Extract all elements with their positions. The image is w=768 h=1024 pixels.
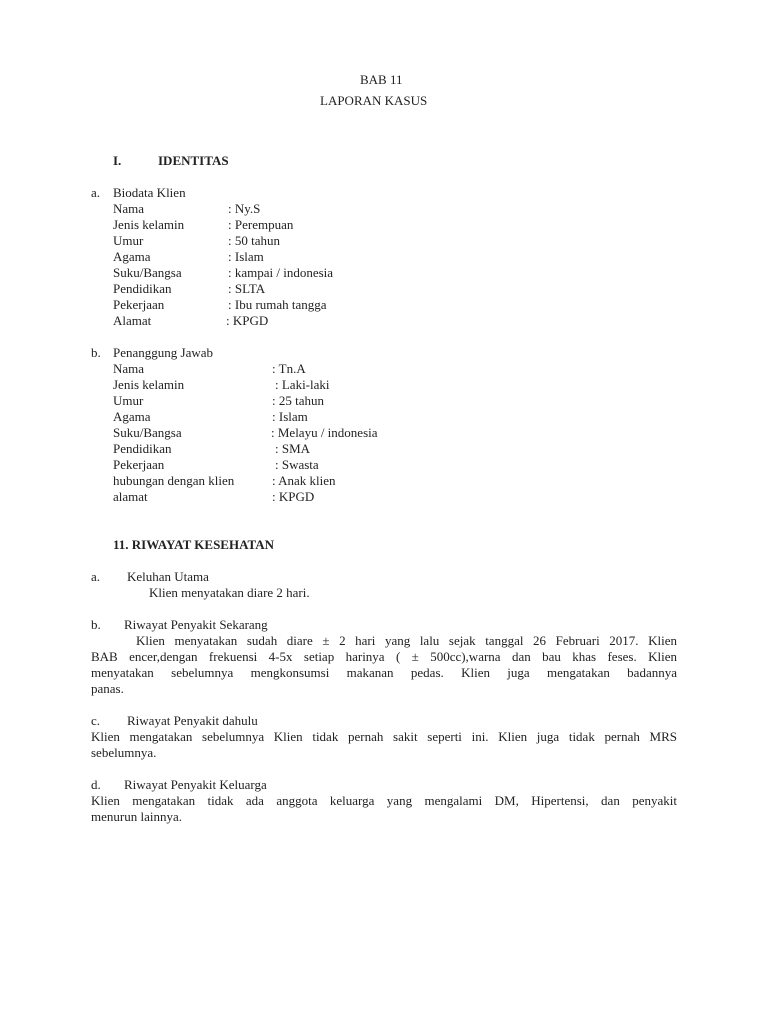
field-value: : Anak klien bbox=[272, 473, 336, 488]
field-value: : Islam bbox=[228, 249, 264, 264]
subsection-title: Biodata Klien bbox=[113, 185, 186, 200]
report-title: LAPORAN KASUS bbox=[320, 93, 428, 108]
field-label: Pekerjaan bbox=[113, 297, 165, 312]
paragraph-line: BAB encer,dengan frekuensi 4-5x setiap harinya ( ± 500cc),warna dan bau khas feses. Klien bbox=[91, 649, 677, 664]
field-label: hubungan dengan klien bbox=[113, 473, 235, 488]
field-label: Pendidikan bbox=[113, 281, 172, 296]
list-marker: b. bbox=[91, 617, 101, 632]
field-value: : SLTA bbox=[228, 281, 266, 296]
paragraph-line: Klien menyatakan diare 2 hari. bbox=[149, 585, 310, 600]
field-label: Umur bbox=[113, 233, 144, 248]
field-label: alamat bbox=[113, 489, 148, 504]
field-label: Agama bbox=[113, 249, 151, 264]
section-title: IDENTITAS bbox=[158, 153, 229, 168]
subsection-title: Riwayat Penyakit Keluarga bbox=[124, 777, 267, 792]
field-value: : SMA bbox=[275, 441, 311, 456]
list-marker: d. bbox=[91, 777, 101, 792]
section-number: I. bbox=[113, 153, 122, 168]
field-value: : Perempuan bbox=[228, 217, 294, 232]
paragraph-line: panas. bbox=[91, 681, 124, 696]
field-value: : Melayu / indonesia bbox=[271, 425, 378, 440]
field-label: Pekerjaan bbox=[113, 457, 165, 472]
field-label: Umur bbox=[113, 393, 144, 408]
field-label: Pendidikan bbox=[113, 441, 172, 456]
field-value: : Ny.S bbox=[228, 201, 261, 216]
field-label: Nama bbox=[113, 201, 145, 216]
list-marker: a. bbox=[91, 185, 101, 200]
field-label: Alamat bbox=[113, 313, 152, 328]
paragraph-line: menyatakan sebelumnya mengkonsumsi makanan pedas. Klien juga mengatakan badannya bbox=[91, 665, 677, 680]
field-value: : Islam bbox=[272, 409, 308, 424]
field-label: Agama bbox=[113, 409, 151, 424]
paragraph-line: Klien mengatakan tidak ada anggota keluarga yang mengalami DM, Hipertensi, dan penyakit bbox=[91, 793, 677, 808]
section-title: 11. RIWAYAT KESEHATAN bbox=[113, 537, 274, 552]
field-label: Nama bbox=[113, 361, 145, 376]
field-label: Jenis kelamin bbox=[113, 377, 185, 392]
paragraph-line: Klien menyatakan sudah diare ± 2 hari yang lalu sejak tanggal 26 Februari 2017. Klien bbox=[136, 633, 677, 648]
paragraph-line: sebelumnya. bbox=[91, 745, 157, 760]
field-value: : 25 tahun bbox=[272, 393, 324, 408]
paragraph-line: menurun lainnya. bbox=[91, 809, 182, 824]
field-value: : KPGD bbox=[272, 489, 315, 504]
subsection-title: Riwayat Penyakit Sekarang bbox=[124, 617, 268, 632]
field-label: Suku/Bangsa bbox=[113, 425, 182, 440]
chapter-heading: BAB 11 bbox=[360, 72, 403, 87]
subsection-title: Keluhan Utama bbox=[127, 569, 209, 584]
field-value: : kampai / indonesia bbox=[228, 265, 334, 280]
list-marker: b. bbox=[91, 345, 101, 360]
subsection-title: Riwayat Penyakit dahulu bbox=[127, 713, 258, 728]
field-value: : Tn.A bbox=[272, 361, 306, 376]
field-label: Jenis kelamin bbox=[113, 217, 185, 232]
field-value: : 50 tahun bbox=[228, 233, 280, 248]
subsection-title: Penanggung Jawab bbox=[113, 345, 214, 360]
field-value: : Swasta bbox=[275, 457, 319, 472]
field-value: : Ibu rumah tangga bbox=[228, 297, 327, 312]
field-value: : KPGD bbox=[226, 313, 269, 328]
list-marker: c. bbox=[91, 713, 101, 728]
field-value: : Laki-laki bbox=[275, 377, 330, 392]
field-label: Suku/Bangsa bbox=[113, 265, 182, 280]
paragraph-line: Klien mengatakan sebelumnya Klien tidak pernah sakit seperti ini. Klien juga tidak pernah MRS bbox=[91, 729, 677, 744]
list-marker: a. bbox=[91, 569, 101, 584]
